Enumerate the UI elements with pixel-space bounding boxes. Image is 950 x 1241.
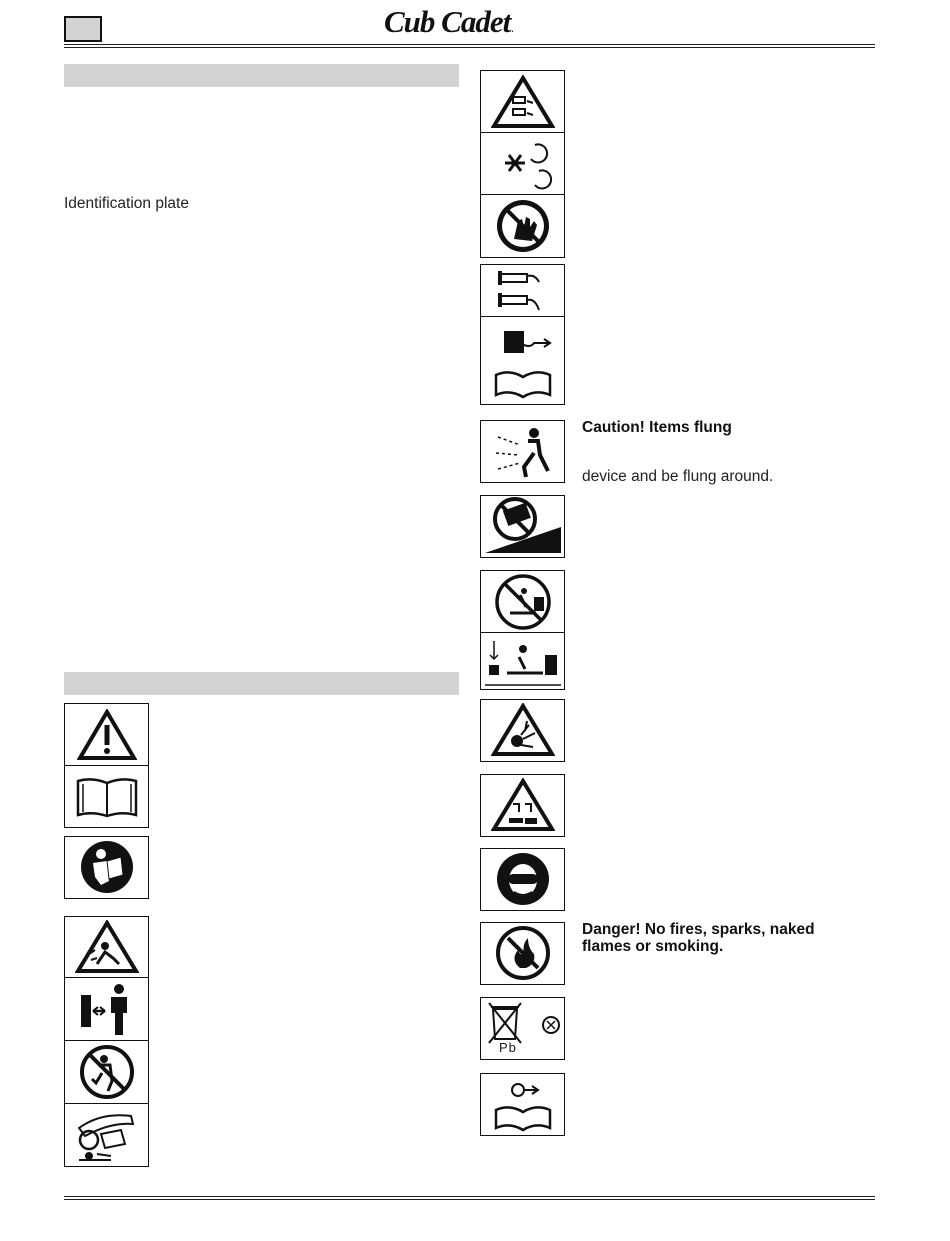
battery-label: Pb bbox=[499, 1040, 517, 1055]
flung-items-icon bbox=[481, 421, 564, 481]
eye-protection-icon bbox=[481, 849, 564, 909]
no-passengers-icon bbox=[65, 1041, 148, 1104]
icon-group-explosion bbox=[480, 699, 565, 762]
check-oil-icon bbox=[481, 265, 564, 317]
section-heading-bar bbox=[64, 64, 459, 87]
rotating-blades-icon bbox=[481, 133, 564, 195]
remove-key-icon bbox=[481, 1074, 564, 1134]
icon-group-flung-items bbox=[480, 420, 565, 483]
icon-group-no-reverse bbox=[480, 570, 565, 690]
no-hands-icon bbox=[481, 195, 564, 257]
icon-group-oil-sparkplug bbox=[480, 264, 565, 405]
icon-group-corrosive bbox=[480, 774, 565, 837]
keep-distance-icon bbox=[65, 978, 148, 1041]
hot-surface-warning-icon bbox=[481, 71, 564, 133]
no-fire-title: Danger! No fires, sparks, naked flames or smoking. bbox=[582, 921, 815, 955]
icon-group-slope bbox=[480, 495, 565, 558]
footer-rule bbox=[64, 1196, 875, 1197]
warning-triangle-icon bbox=[65, 704, 148, 766]
corrosive-acid-icon bbox=[481, 775, 564, 835]
footer-rule-2 bbox=[64, 1199, 875, 1200]
no-mowing-reverse-icon bbox=[481, 571, 564, 633]
icon-group-eye-protection bbox=[480, 848, 565, 911]
slope-tip-icon bbox=[481, 496, 564, 556]
items-flung-text: device and be flung around. bbox=[582, 468, 774, 485]
rollover-hazard-icon bbox=[65, 1104, 148, 1166]
explosion-hazard-icon bbox=[481, 700, 564, 760]
no-fire-icon bbox=[481, 923, 564, 983]
icon-group-remove-key bbox=[480, 1073, 565, 1136]
icon-group-hot-blades bbox=[480, 70, 565, 258]
brand-logo: Cub Cadet. bbox=[384, 4, 513, 39]
read-instructions-icon bbox=[65, 837, 148, 897]
items-flung-title: Caution! Items flung bbox=[582, 419, 732, 436]
thrown-objects-warning-icon bbox=[65, 917, 148, 978]
reverse-mowing-icon bbox=[481, 633, 564, 689]
disconnect-spark-plug-icon bbox=[481, 317, 564, 404]
battery-disposal-icon bbox=[481, 998, 564, 1058]
identification-plate-label: Identification plate bbox=[64, 195, 189, 212]
read-manual-icon bbox=[65, 766, 148, 827]
icon-group-warning-manual bbox=[64, 703, 149, 828]
icon-group-no-fire bbox=[480, 922, 565, 985]
icon-group-read-instructions bbox=[64, 836, 149, 899]
header-rule bbox=[64, 44, 875, 45]
icon-group-bystanders bbox=[64, 916, 149, 1167]
section-heading-bar-symbols bbox=[64, 672, 459, 695]
icon-group-battery bbox=[480, 997, 565, 1060]
header-rule-2 bbox=[64, 47, 875, 48]
page-number-box bbox=[64, 16, 102, 42]
